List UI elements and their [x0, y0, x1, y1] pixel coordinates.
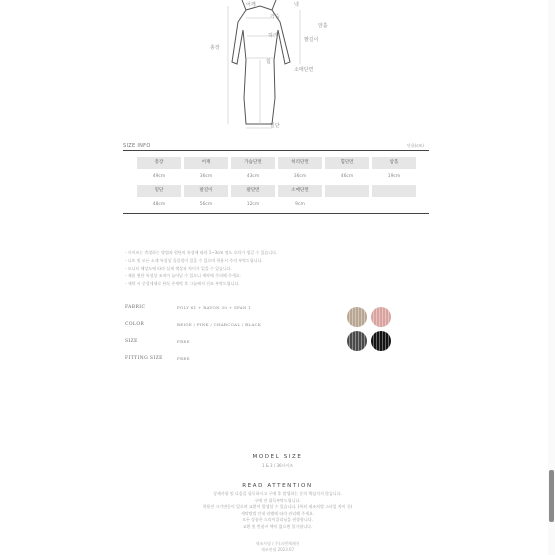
- fabric-value: POLY 61 + RAYON 30 + SPAN 1: [177, 305, 252, 310]
- header-cell: 힙단면: [325, 157, 369, 169]
- attention-line: 모든 상품은 드라이클리닝을 권장합니다.: [242, 517, 313, 523]
- footer-line: 제조연월 2023.07: [260, 547, 295, 552]
- note-line: - 제품 원단 특성상 조직이 늘어날 수 있으니 세탁에 주의해 주세요.: [125, 273, 241, 279]
- size-header-row-1: [123, 157, 429, 169]
- size-value-row-2: [123, 199, 429, 211]
- diagram-label-chest: 가슴: [270, 14, 280, 20]
- value-cell: 49cm: [152, 174, 166, 179]
- color-value: BEIGE / PINK / CHARCOAL / BLACK: [177, 322, 262, 327]
- note-line: - 세탁 시 중성세제로 단독 손세탁 후 그늘에서 건조 부탁드립니다.: [125, 281, 240, 287]
- empty-header-cell: [372, 185, 416, 197]
- swatch-charcoal: [347, 331, 367, 351]
- attention-line: 구매 전 필독부탁드립니다.: [254, 497, 301, 503]
- diagram-label-shoulder: 어깨: [246, 2, 256, 8]
- header-cell: 허리단면: [278, 157, 322, 169]
- diagram-label-hem: 밑단: [270, 123, 280, 129]
- size-value: FREE: [177, 339, 190, 344]
- note-line: - 니트 및 모든 소재 특성상 올풀림이 있을 수 있으며 착용시 주의 부탁드립니다.: [125, 257, 263, 263]
- diagram-label-sleeve-cuff: 소매단면: [294, 67, 314, 73]
- fabric-label: FABRIC: [125, 305, 146, 310]
- value-cell: 43cm: [246, 174, 260, 179]
- value-cell: 36cm: [199, 174, 213, 179]
- value-cell: 12cm: [246, 202, 260, 207]
- color-label: COLOR: [125, 322, 145, 327]
- footer-line: 제조사명 / 주)피렌체패션: [255, 541, 300, 546]
- value-cell: 46cm: [340, 174, 354, 179]
- header-cell: 팔단면: [231, 185, 275, 197]
- fitting-size-row: [125, 356, 325, 366]
- size-info-title: SIZE INFO: [123, 143, 151, 149]
- note-line: - 사이즈는 측정하는 방법과 원단의 특성에 따라 1~3cm 정도 오차가 생길 수 있습니다.: [125, 250, 278, 255]
- attention-line: 상세사항 및 다음을 필독하시고 구매 후 발생하는 문의 책임지지 않습니다.: [213, 491, 342, 496]
- size-unit: 단위(cm): [407, 143, 424, 148]
- header-cell: 팔길이: [184, 185, 228, 197]
- attention-line: 교환 및 반품시 택이 없으면 불가합니다.: [242, 523, 313, 529]
- diagram-label-hip: 힙: [266, 59, 271, 65]
- value-cell: 9cm: [295, 202, 305, 207]
- header-cell: 암홀: [372, 157, 416, 169]
- value-cell: 48cm: [152, 202, 166, 207]
- diagram-label-neck: 넥: [294, 2, 299, 8]
- header-cell: 밑단: [137, 185, 181, 197]
- size-label: SIZE: [125, 339, 138, 344]
- diagram-label-waist: 허리: [268, 33, 278, 39]
- table-bottom-rule: [123, 213, 429, 214]
- empty-header-cell: [325, 185, 369, 197]
- size-header-row-2: [123, 185, 429, 197]
- size-row: [125, 339, 325, 349]
- read-attention-title: READ ATTENTION: [242, 483, 313, 489]
- scrollbar-thumb[interactable]: [549, 470, 554, 522]
- swatch-beige: [347, 307, 367, 327]
- manufacturer-footer: [0, 541, 555, 553]
- read-attention-text: [0, 491, 555, 531]
- size-value-row-1: [123, 171, 429, 183]
- value-cell: 56cm: [199, 202, 213, 207]
- size-notes: [125, 249, 425, 288]
- table-top-rule: [123, 150, 429, 151]
- value-cell: 19cm: [387, 174, 401, 179]
- model-size-subtitle: 1 & 3 / 36사이즈: [261, 463, 294, 468]
- header-cell: 소매단면: [278, 185, 322, 197]
- swatch-pink: [371, 307, 391, 327]
- fabric-row: [125, 305, 325, 315]
- note-line: - 모니터 해상도에 따라 실제 색상과 차이가 있을 수 있습니다.: [125, 265, 232, 271]
- fitting-size-value: FREE: [177, 356, 190, 361]
- value-cell: 36cm: [293, 174, 307, 179]
- fitting-size-label: FITTING SIZE: [125, 356, 163, 361]
- header-cell: 가슴단면: [231, 157, 275, 169]
- diagram-label-armhole: 암홀: [318, 23, 328, 29]
- color-row: [125, 322, 325, 332]
- diagram-label-sleeve: 팔길이: [304, 37, 319, 43]
- model-size-title: MODEL SIZE: [252, 454, 303, 460]
- garment-diagram: [190, 0, 360, 132]
- header-cell: 총장: [137, 157, 181, 169]
- diagram-label-length: 총장: [210, 45, 220, 51]
- swatch-black: [371, 331, 391, 351]
- header-cell: 어깨: [184, 157, 228, 169]
- attention-line: 착용전 크기변동이 있으며 교환이 발생할 수 있습니다. (특히 제조처별 스타일 차이 등): [202, 504, 353, 510]
- attention-line: 세탁방법 안내 라벨에 따라 관리해 주세요.: [240, 510, 315, 516]
